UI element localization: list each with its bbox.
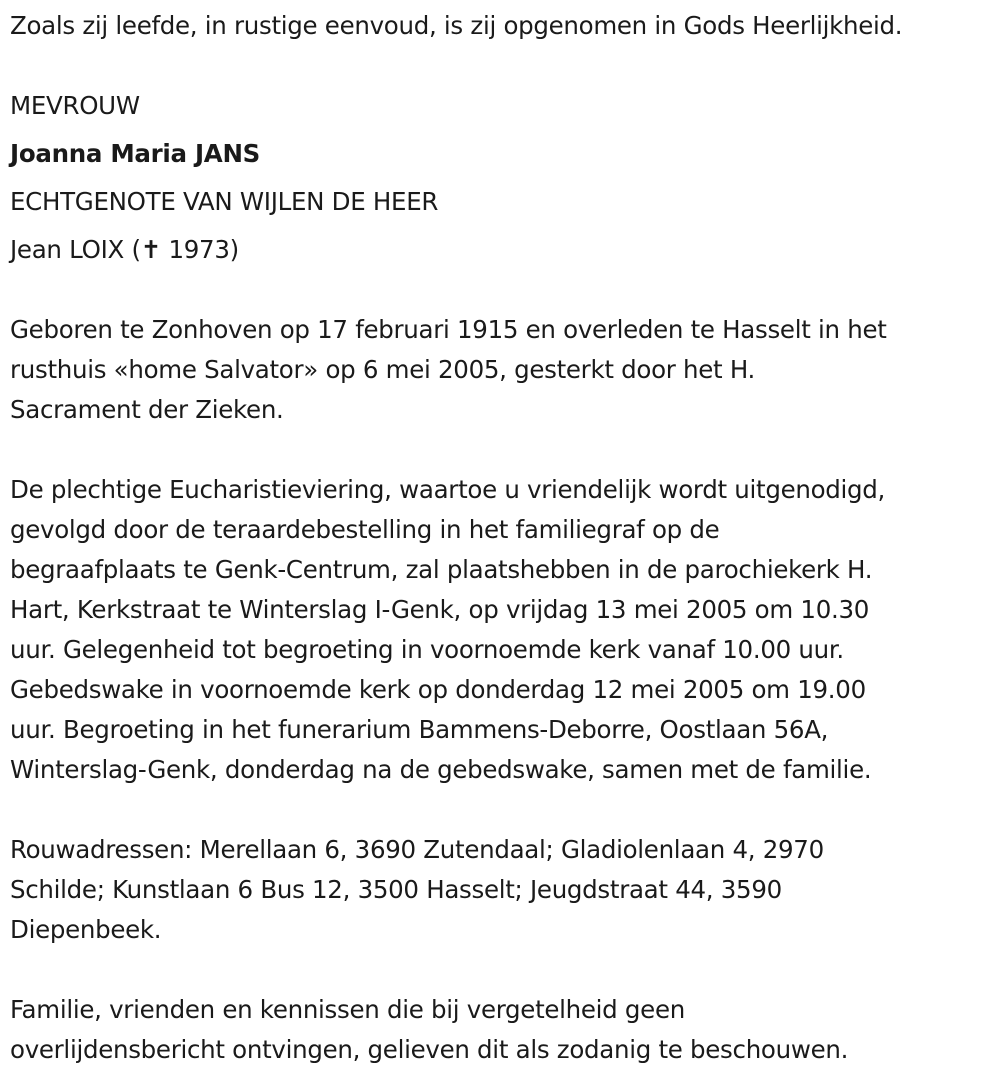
intro-line: Zoals zij leefde, in rustige eenvoud, is zij opgenomen in Gods Heerlijkheid.	[10, 11, 903, 40]
paragraph-line: De plechtige Eucharistieviering, waartoe u vriendelijk wordt uitgenodigd,	[10, 475, 886, 504]
paragraph-line: Schilde; Kunstlaan 6 Bus 12, 3500 Hasselt; Jeugdstraat 44, 3590	[10, 875, 782, 904]
closing-paragraph	[10, 990, 995, 1070]
paragraph-line: Winterslag-Genk, donderdag na de gebedswake, samen met de familie.	[10, 755, 872, 784]
paragraph-line: overlijdensbericht ontvingen, gelieven dit als zodanig te beschouwen.	[10, 1035, 849, 1064]
birth-death-paragraph	[10, 310, 995, 430]
paragraph-line: begraafplaats te Genk-Centrum, zal plaatshebben in de parochiekerk H.	[10, 555, 873, 584]
paragraph-line: Hart, Kerkstraat te Winterslag I-Genk, op vrijdag 13 mei 2005 om 10.30	[10, 595, 870, 624]
paragraph-line: Familie, vrienden en kennissen die bij vergetelheid geen	[10, 995, 685, 1024]
title-prefix: MEVROUW	[10, 91, 140, 120]
paragraph-line: rusthuis «home Salvator» op 6 mei 2005, gesterkt door het H.	[10, 355, 756, 384]
paragraph-line: uur. Begroeting in het funerarium Bammens-Deborre, Oostlaan 56A,	[10, 715, 829, 744]
paragraph-line: Sacrament der Zieken.	[10, 395, 284, 424]
paragraph-line: Geboren te Zonhoven op 17 februari 1915 en overleden te Hasselt in het	[10, 315, 887, 344]
spouse-relation: ECHTGENOTE VAN WIJLEN DE HEER	[10, 187, 439, 216]
spouse-line	[10, 230, 239, 270]
paragraph-line: Gebedswake in voornoemde kerk op donderdag 12 mei 2005 om 19.00	[10, 675, 866, 704]
spouse-death-year: 1973)	[168, 235, 239, 264]
spouse-name: Jean LOIX (	[10, 235, 141, 264]
cross-icon: ✝	[140, 235, 161, 264]
addresses-paragraph	[10, 830, 995, 950]
service-paragraph	[10, 470, 995, 790]
paragraph-line: Diepenbeek.	[10, 915, 162, 944]
paragraph-line: Rouwadressen: Merellaan 6, 3690 Zutendaal; Gladiolenlaan 4, 2970	[10, 835, 824, 864]
deceased-name: Joanna Maria JANS	[10, 139, 261, 168]
paragraph-line: gevolgd door de teraardebestelling in het familiegraf op de	[10, 515, 720, 544]
paragraph-line: uur. Gelegenheid tot begroeting in voornoemde kerk vanaf 10.00 uur.	[10, 635, 844, 664]
